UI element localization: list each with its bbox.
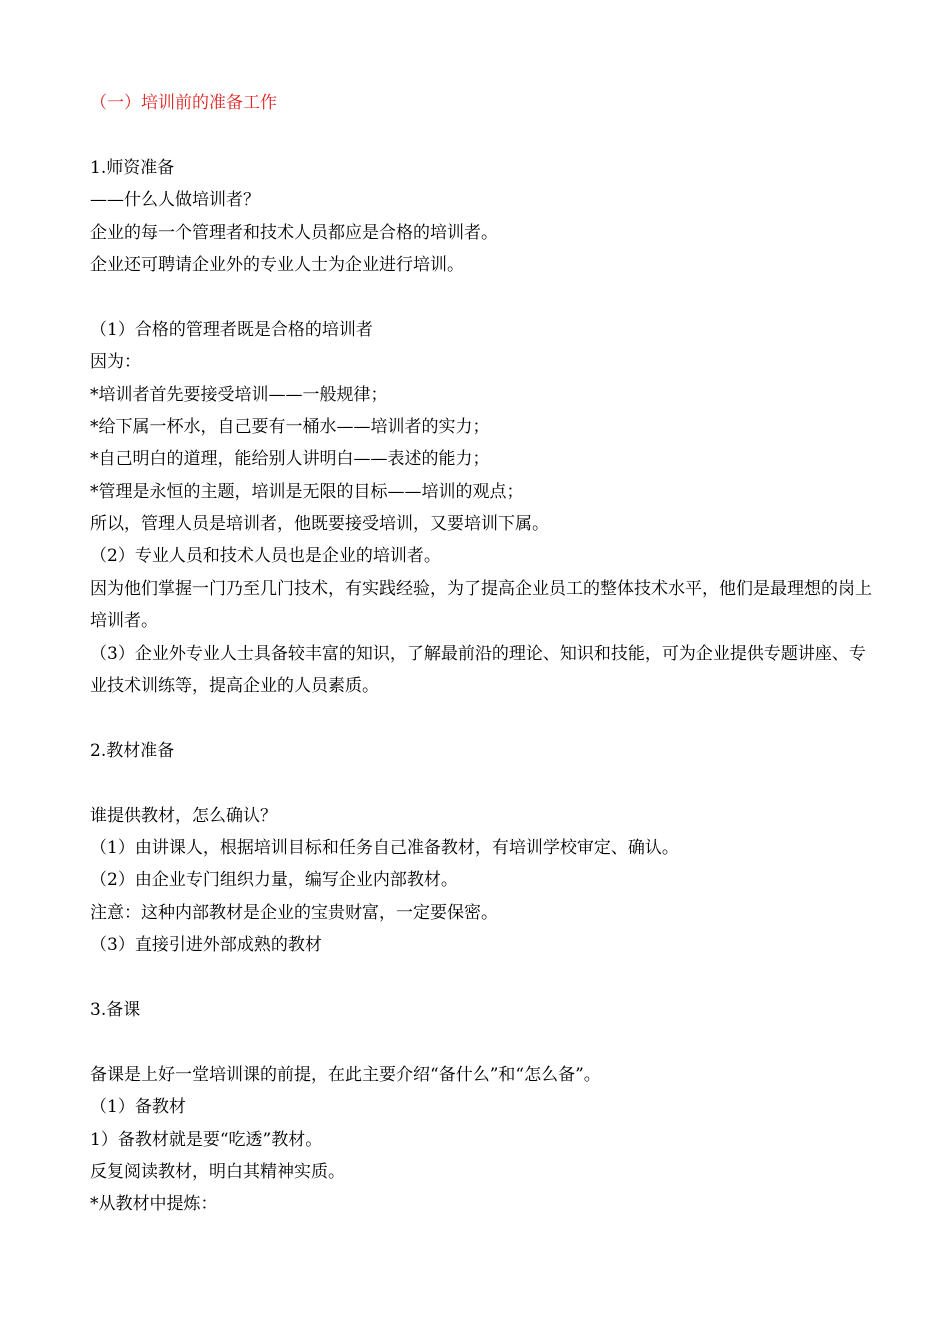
teachers-heading: 1.师资准备 xyxy=(90,157,175,178)
spacer xyxy=(90,767,880,799)
lesson-prep-bullet: *从教材中提炼： xyxy=(90,1194,218,1215)
teachers-because: 因为： xyxy=(90,352,141,373)
materials-item-3: （3）直接引进外部成熟的教材 xyxy=(90,935,322,956)
teachers-bullet: *管理是永恒的主题，培训是无限的目标——培训的观点； xyxy=(90,481,524,502)
teachers-item-2-text: 因为他们掌握一门乃至几门技术，有实践经验，为了提高企业员工的整体技术水平，他们是最理想的岗上培训者。 xyxy=(90,578,872,632)
spacer xyxy=(90,702,880,734)
teachers-item-3-text: （3）企业外专业人士具备较丰富的知识，了解最前沿的理论、知识和技能，可为企业提供专题讲座、专业技术训练等，提高企业的人员素质。 xyxy=(90,643,866,697)
spacer xyxy=(90,962,880,994)
materials-item-2: （2）由企业专门组织力量，编写企业内部教材。 xyxy=(90,870,458,891)
teachers-paragraph-2: 企业还可聘请企业外的专业人士为企业进行培训。 xyxy=(90,254,464,275)
materials-heading: 2.教材准备 xyxy=(90,740,175,761)
spacer xyxy=(90,119,880,151)
teachers-item-2-title: （2）专业人员和技术人员也是企业的培训者。 xyxy=(90,546,441,567)
materials-question: 谁提供教材，怎么确认？ xyxy=(90,805,277,826)
materials-note: 注意：这种内部教材是企业的宝贵财富，一定要保密。 xyxy=(90,902,498,923)
teachers-question: ——什么人做培训者？ xyxy=(90,190,260,211)
spacer xyxy=(90,281,880,313)
teachers-bullet: *给下属一杯水，自己要有一桶水——培训者的实力； xyxy=(90,416,490,437)
section-title: （一）培训前的准备工作 xyxy=(90,93,277,113)
teachers-item-1-title: （1）合格的管理者既是合格的培训者 xyxy=(90,319,373,340)
materials-item-1: （1）由讲课人，根据培训目标和任务自己准备教材，有培训学校审定、确认。 xyxy=(90,838,679,859)
lesson-prep-item-1-title: （1）备教材 xyxy=(90,1097,186,1118)
lesson-prep-sub-1-text: 反复阅读教材，明白其精神实质。 xyxy=(90,1161,345,1182)
teachers-bullet: *培训者首先要接受培训——一般规律； xyxy=(90,384,388,405)
teachers-paragraph-1: 企业的每一个管理者和技术人员都应是合格的培训者。 xyxy=(90,222,498,243)
teachers-so: 所以，管理人员是培训者，他既要接受培训，又要培训下属。 xyxy=(90,514,549,535)
document-body xyxy=(90,87,880,1221)
spacer xyxy=(90,1026,880,1058)
lesson-prep-intro: 备课是上好一堂培训课的前提，在此主要介绍“备什么”和“怎么备”。 xyxy=(90,1064,601,1085)
lesson-prep-sub-1: 1）备教材就是要“吃透”教材。 xyxy=(90,1129,323,1150)
lesson-prep-heading: 3.备课 xyxy=(90,1000,141,1020)
teachers-bullet: *自己明白的道理，能给别人讲明白——表述的能力； xyxy=(90,449,490,470)
